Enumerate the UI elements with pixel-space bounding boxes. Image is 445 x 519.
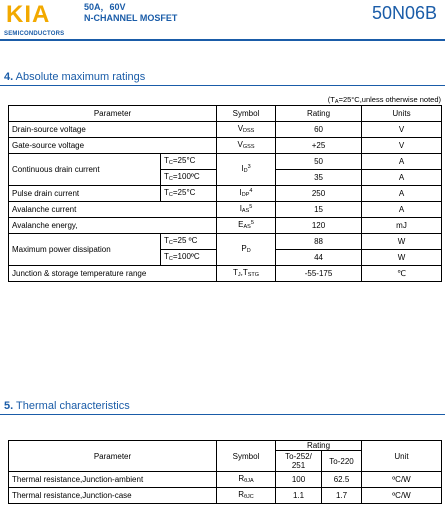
section-4-number: 4. [4, 71, 14, 83]
table-row-pd [9, 234, 442, 250]
rating-cell: 88 [276, 234, 362, 250]
rating-cell: 44 [276, 250, 362, 266]
param-cell: Gate-source voltage [9, 138, 217, 154]
units-cell: V [362, 138, 442, 154]
symbol-cell: $I_D^3$ [217, 154, 276, 186]
section-4-divider [0, 85, 445, 86]
table-header-row [9, 441, 442, 451]
symbol-cell: $I_{DP}^4$ [217, 186, 276, 202]
rating-cell: 1.7 [322, 488, 362, 504]
table-row-id [9, 154, 442, 170]
table-row-tj [9, 266, 442, 282]
symbol-cell: $V_{DSS}$ [217, 122, 276, 138]
section-4-heading: Absolute maximum ratings [15, 71, 146, 83]
rating-line: 50A，60V [84, 2, 126, 12]
table-row-ias [9, 202, 442, 218]
table-row-vds [9, 122, 442, 138]
header-divider [0, 39, 445, 41]
rating-cell: 1.1 [276, 488, 322, 504]
symbol-cell: $T_J,T_{STG}$ [217, 266, 276, 282]
rating-cell: 15 [276, 202, 362, 218]
absolute-ratings-table [8, 105, 442, 282]
units-cell: A [362, 170, 442, 186]
col-symbol: Symbol [217, 441, 276, 472]
rating-cell: +25 [276, 138, 362, 154]
units-cell: ℃ [362, 266, 442, 282]
condition-cell: $T_C=25^\circ C$ [161, 154, 217, 170]
symbol-cell: $R_{\theta JC}$ [217, 488, 276, 504]
condition-cell: $T_C=100ºC$ [161, 170, 217, 186]
section-5-heading: Thermal characteristics [16, 400, 130, 412]
param-cell: Thermal resistance,Junction-ambient [9, 472, 217, 488]
company-name: SEMICONDUCTORS [4, 31, 65, 37]
units-cell: A [362, 154, 442, 170]
units-cell: W [362, 250, 442, 266]
units-cell: V [362, 122, 442, 138]
param-cell: Continuous drain current [9, 154, 161, 186]
rating-cell: 120 [276, 218, 362, 234]
section-5-divider [0, 414, 445, 415]
section-5-number: 5. [4, 400, 14, 412]
param-cell: Avalanche current [9, 202, 217, 218]
condition-cell: $T_C=25^\circ C$ [161, 186, 217, 202]
symbol-cell: $R_{\theta JA}$ [217, 472, 276, 488]
rating-cell: 62.5 [322, 472, 362, 488]
col-parameter: Parameter [9, 441, 217, 472]
condition-cell: $T_C=100ºC$ [161, 250, 217, 266]
col-rating: Rating [276, 441, 362, 451]
table-row-vgs [9, 138, 442, 154]
param-cell: Junction & storage temperature range [9, 266, 217, 282]
company-logo: KIA [6, 1, 51, 28]
param-cell: Avalanche energy, [9, 218, 217, 234]
symbol-cell: $V_{GSS}$ [217, 138, 276, 154]
part-number: 50N06B [371, 3, 437, 23]
symbol-cell: $P_D$ [217, 234, 276, 266]
units-cell: mJ [362, 218, 442, 234]
rating-cell: 100 [276, 472, 322, 488]
param-cell: Maximum power dissipation [9, 234, 161, 266]
param-cell: Thermal resistance,Junction-case [9, 488, 217, 504]
col-symbol: Symbol [217, 106, 276, 122]
param-cell: Pulse drain current [9, 186, 161, 202]
units-cell: A [362, 202, 442, 218]
section-5-title [4, 400, 130, 412]
symbol-cell: $E_{AS}^5$ [217, 218, 276, 234]
col-package-b: To-220 [322, 451, 362, 472]
table-row-ambient [9, 472, 442, 488]
col-parameter: Parameter [9, 106, 217, 122]
thermal-table [8, 440, 442, 504]
rating-cell: 250 [276, 186, 362, 202]
condition-cell: $T_C=25$ ºC [161, 234, 217, 250]
symbol-cell: $I_{AS}^5$ [217, 202, 276, 218]
units-cell: ºC/W [362, 472, 442, 488]
section-4-title [4, 71, 145, 83]
table-row-case [9, 488, 442, 504]
units-cell: W [362, 234, 442, 250]
rating-cell: 35 [276, 170, 362, 186]
units-cell: ºC/W [362, 488, 442, 504]
param-cell: Drain-source voltage [9, 122, 217, 138]
col-units: Units [362, 106, 442, 122]
table-row-eas [9, 218, 442, 234]
rating-cell: 60 [276, 122, 362, 138]
col-rating: Rating [276, 106, 362, 122]
col-package-a: To-252/ 251 [276, 451, 322, 472]
rating-cell: 50 [276, 154, 362, 170]
test-condition-note: ($T_A=25^\circ C,unless$ otherwise noted) [327, 95, 441, 105]
device-summary [84, 2, 177, 24]
rating-cell: -55-175 [276, 266, 362, 282]
device-type: N-CHANNEL MOSFET [84, 13, 178, 23]
units-cell: A [362, 186, 442, 202]
col-unit: Unit [362, 441, 442, 472]
table-header-row [9, 106, 442, 122]
table-row-idp [9, 186, 442, 202]
